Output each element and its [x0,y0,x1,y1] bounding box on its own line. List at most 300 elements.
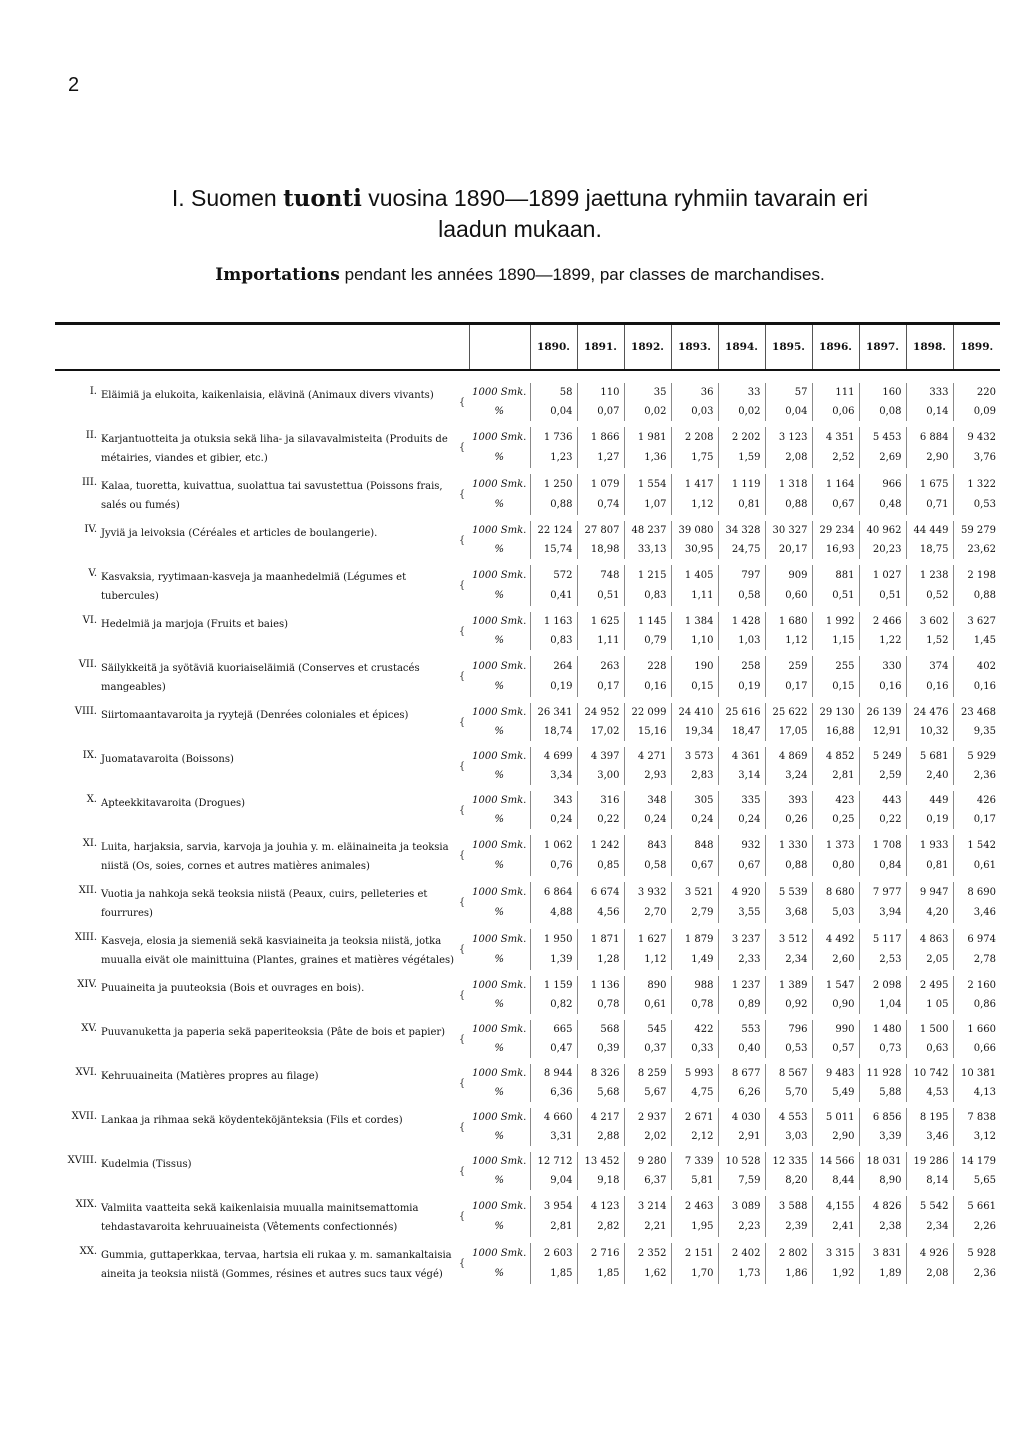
percent-cell: 3,46 [906,1127,953,1146]
unit-label: 1000 Smk. [472,478,527,490]
group-description: Valmiita vaatteita sekä kaikenlaisia muualla mainitsemattomia tehdastavaroita kehruuaineista (Vêtements confectionnés) [101,1203,419,1233]
value-cell: 3 932 [624,882,671,903]
value-cell: 35 [624,383,671,402]
value-cell: 27 807 [577,521,624,540]
percent-cell: 4,75 [671,1083,718,1102]
value-cell: 1 680 [765,612,812,631]
value-cell: 909 [765,565,812,586]
percent-cell: 1,75 [671,448,718,469]
percent-cell: 0,78 [671,995,718,1014]
group-number: XVIII. [67,1155,97,1166]
group-number: XX. [79,1246,97,1257]
value-cell: 58 [530,383,577,402]
percent-label: % [494,954,504,966]
unit-label: 1000 Smk. [472,707,527,718]
value-cell: 393 [765,791,812,810]
percent-cell: 2,60 [812,950,859,971]
value-cell: 9 483 [812,1064,859,1083]
value-cell: 110 [577,383,624,402]
value-cell: 9 280 [624,1152,671,1171]
percent-cell: 1,85 [530,1264,577,1285]
value-cell: 2 202 [718,427,765,448]
value-cell: 330 [859,656,906,677]
percent-cell: 0,60 [765,586,812,607]
value-cell: 29 234 [812,521,859,540]
percent-cell: 6,37 [624,1171,671,1190]
unit-label: 1000 Smk. [472,933,527,945]
value-cell: 8 944 [530,1064,577,1083]
value-cell: 59 279 [953,521,1000,540]
percent-cell: 0,51 [812,586,859,607]
percent-cell: 2,53 [859,950,906,971]
value-cell: 1 215 [624,565,671,586]
value-cell: 36 [671,383,718,402]
brace-mark: { [458,1258,466,1269]
value-cell: 9 432 [953,427,1000,448]
brace-mark: { [458,671,466,682]
value-cell: 3 237 [718,929,765,950]
group-description: Puuvanuketta ja paperia sekä paperiteoksia (Pâte de bois et papier) [101,1027,446,1038]
value-cell: 1 389 [765,976,812,995]
percent-cell: 5,68 [577,1083,624,1102]
percent-cell: 0,80 [812,856,859,877]
percent-cell: 3,55 [718,903,765,924]
percent-cell: 5,88 [859,1083,906,1102]
group-number: XVII. [71,1111,97,1122]
unit-label: 1000 Smk. [472,751,527,762]
value-cell: 7 838 [953,1108,1000,1127]
percent-cell: 2,90 [812,1127,859,1146]
percent-cell: 24,75 [718,540,765,559]
value-cell: 220 [953,383,1000,402]
percent-cell: 8,14 [906,1171,953,1190]
value-cell: 160 [859,383,906,402]
percent-cell: 0,90 [812,995,859,1014]
percent-cell: 0,88 [765,856,812,877]
percent-cell: 2,82 [577,1217,624,1238]
percent-cell: 1,62 [624,1264,671,1285]
percent-cell: 3,68 [765,903,812,924]
percent-cell: 0,73 [859,1039,906,1058]
percent-cell: 0,53 [765,1039,812,1058]
value-cell: 3 315 [812,1243,859,1264]
value-cell: 572 [530,565,577,586]
percent-label: % [494,544,504,555]
brace-mark: { [458,1211,466,1222]
unit-label: 1000 Smk. [472,569,527,581]
percent-cell: 0,92 [765,995,812,1014]
group-number: XIV. [77,979,97,990]
table-row [55,1196,1000,1217]
percent-label: % [494,681,504,693]
value-cell: 111 [812,383,859,402]
percent-cell: 2,70 [624,903,671,924]
value-cell: 1 417 [671,474,718,495]
value-cell: 1 554 [624,474,671,495]
year-header: 1897. [859,325,906,370]
percent-cell: 2,52 [812,448,859,469]
unit-label: 1000 Smk. [472,660,527,672]
percent-cell: 1,39 [530,950,577,971]
percent-label: % [494,1221,504,1233]
percent-cell: 0,09 [953,402,1000,421]
percent-cell: 0,58 [718,586,765,607]
percent-cell: 0,17 [765,677,812,698]
percent-cell: 3,46 [953,903,1000,924]
percent-label: % [494,999,504,1010]
table-row [55,1108,1000,1127]
percent-cell: 0,22 [859,810,906,829]
value-cell: 4 030 [718,1108,765,1127]
value-cell: 3 214 [624,1196,671,1217]
group-number: XI. [82,838,97,849]
percent-cell: 0,26 [765,810,812,829]
value-cell: 25 622 [765,703,812,722]
unit-label: 1000 Smk. [472,1024,527,1035]
percent-cell: 1 05 [906,995,953,1014]
title-post: vuosina 1890—1899 jaettuna ryhmiin tavarain eri [368,185,869,211]
table-row [55,474,1000,495]
percent-cell: 2,93 [624,766,671,785]
percent-cell: 1,12 [765,631,812,650]
percent-cell: 0,47 [530,1039,577,1058]
percent-cell: 0,02 [718,402,765,421]
percent-cell: 1,10 [671,631,718,650]
group-description: Juomatavaroita (Boissons) [101,754,234,765]
value-cell: 2 198 [953,565,1000,586]
value-cell: 228 [624,656,671,677]
value-cell: 1 992 [812,612,859,631]
value-cell: 797 [718,565,765,586]
percent-cell: 1,49 [671,950,718,971]
percent-cell: 20,17 [765,540,812,559]
value-cell: 5 453 [859,427,906,448]
value-cell: 423 [812,791,859,810]
value-cell: 5 249 [859,747,906,766]
value-cell: 3 512 [765,929,812,950]
table-row [55,1020,1000,1039]
value-cell: 1 079 [577,474,624,495]
percent-cell: 1,70 [671,1264,718,1285]
percent-cell: 0,88 [953,586,1000,607]
value-cell: 748 [577,565,624,586]
brace-mark: { [458,625,466,637]
value-cell: 1 933 [906,835,953,856]
title-pre: Suomen [191,185,277,211]
group-description: Kalaa, tuoretta, kuivattua, suolattua tai savustettua (Poissons frais, salés ou fumés) [101,481,443,511]
percent-cell: 2,81 [530,1217,577,1238]
value-cell: 13 452 [577,1152,624,1171]
percent-label: % [494,1268,504,1280]
value-cell: 6 856 [859,1108,906,1127]
value-cell: 843 [624,835,671,856]
percent-cell: 0,84 [859,856,906,877]
value-cell: 1 119 [718,474,765,495]
percent-cell: 0,67 [812,495,859,516]
year-header: 1895. [765,325,812,370]
percent-cell: 9,04 [530,1171,577,1190]
percent-cell: 15,16 [624,722,671,741]
percent-cell: 0,07 [577,402,624,421]
percent-label: % [494,452,504,464]
table-row [55,976,1000,995]
unit-label: 1000 Smk. [472,1247,527,1259]
group-number: I. [89,386,97,397]
group-description: Gummia, guttaperkkaa, tervaa, hartsia eli rukaa y. m. samankaltaisia aineita ja teoksia niistä (Gommes, résines et autres sucs taux végé) [101,1250,452,1280]
value-cell: 1 660 [953,1020,1000,1039]
percent-cell: 0,39 [577,1039,624,1058]
year-header: 1893. [671,325,718,370]
unit-label: 1000 Smk. [472,886,527,898]
brace-mark: { [458,580,466,591]
percent-cell: 3,24 [765,766,812,785]
value-cell: 343 [530,791,577,810]
percent-cell: 2,39 [765,1217,812,1238]
value-cell: 2 802 [765,1243,812,1264]
value-cell: 3 602 [906,612,953,631]
value-cell: 316 [577,791,624,810]
value-cell: 12 712 [530,1152,577,1171]
value-cell: 3 831 [859,1243,906,1264]
value-cell: 4 920 [718,882,765,903]
value-cell: 1 250 [530,474,577,495]
value-cell: 1 238 [906,565,953,586]
value-cell: 1 405 [671,565,718,586]
value-cell: 3 573 [671,747,718,766]
percent-cell: 1,28 [577,950,624,971]
value-cell: 8 680 [812,882,859,903]
value-cell: 1 736 [530,427,577,448]
group-description: Kasveja, elosia ja siemeniä sekä kasviaineita ja teoksia niistä, jotka muualla eivät ole mainittuina (Plantes, graines et matières végétales) [101,936,455,966]
value-cell: 333 [906,383,953,402]
value-cell: 5 542 [906,1196,953,1217]
table-row [55,1243,1000,1264]
percent-cell: 0,16 [953,677,1000,698]
brace-mark: { [458,850,466,861]
percent-label: % [494,635,504,646]
group-description: Kehruuaineita (Matières propres au filage) [101,1071,319,1082]
brace-mark: { [458,1033,466,1045]
group-description: Apteekkitavaroita (Drogues) [101,798,246,809]
value-cell: 5 539 [765,882,812,903]
percent-cell: 2,23 [718,1217,765,1238]
unit-label: 1000 Smk. [472,1200,527,1212]
percent-cell: 2,88 [577,1127,624,1146]
brace-mark: { [458,1165,466,1177]
value-cell: 40 962 [859,521,906,540]
value-cell: 8 259 [624,1064,671,1083]
percent-label: % [494,499,504,511]
percent-cell: 0,53 [953,495,1000,516]
percent-cell: 2,02 [624,1127,671,1146]
percent-cell: 0,19 [906,810,953,829]
percent-cell: 1,12 [671,495,718,516]
value-cell: 19 286 [906,1152,953,1171]
group-description: Puuaineita ja puuteoksia (Bois et ouvrages en bois). [101,983,365,994]
value-cell: 4 863 [906,929,953,950]
percent-cell: 1,04 [859,995,906,1014]
value-cell: 264 [530,656,577,677]
value-cell: 422 [671,1020,718,1039]
value-cell: 890 [624,976,671,995]
value-cell: 4 492 [812,929,859,950]
value-cell: 2 463 [671,1196,718,1217]
value-cell: 24 952 [577,703,624,722]
value-cell: 5 681 [906,747,953,766]
value-cell: 6 864 [530,882,577,903]
percent-label: % [494,770,504,781]
percent-cell: 0,33 [671,1039,718,1058]
percent-label: % [494,1131,504,1142]
value-cell: 33 [718,383,765,402]
table-row [55,791,1000,810]
percent-label: % [494,814,504,825]
value-cell: 348 [624,791,671,810]
percent-cell: 0,02 [624,402,671,421]
value-cell: 1 542 [953,835,1000,856]
year-header: 1891. [577,325,624,370]
percent-cell: 0,88 [765,495,812,516]
percent-cell: 0,67 [671,856,718,877]
value-cell: 190 [671,656,718,677]
brace-mark: { [458,534,466,546]
percent-cell: 3,00 [577,766,624,785]
percent-cell: 0,85 [577,856,624,877]
percent-cell: 0,24 [624,810,671,829]
percent-cell: 1,95 [671,1217,718,1238]
value-cell: 12 335 [765,1152,812,1171]
table-row [55,565,1000,586]
year-header: 1892. [624,325,671,370]
group-number: V. [88,568,97,579]
table-row [55,383,1000,402]
value-cell: 6 974 [953,929,1000,950]
value-cell: 2 402 [718,1243,765,1264]
unit-label: 1000 Smk. [472,795,527,806]
value-cell: 1 950 [530,929,577,950]
percent-cell: 0,37 [624,1039,671,1058]
percent-label: % [494,1087,504,1098]
percent-cell: 2,79 [671,903,718,924]
percent-cell: 2,21 [624,1217,671,1238]
group-description: Lankaa ja rihmaa sekä köydenteköjänteksia (Fils et cordes) [101,1115,403,1126]
brace-mark: { [458,716,466,728]
year-header: 1894. [718,325,765,370]
value-cell: 5 011 [812,1108,859,1127]
brace-mark: { [458,396,466,408]
group-description: Kudelmia (Tissus) [101,1159,192,1170]
value-cell: 3 588 [765,1196,812,1217]
percent-cell: 0,57 [812,1039,859,1058]
table-row [55,612,1000,631]
table-body [55,370,1000,1290]
percent-cell: 1,73 [718,1264,765,1285]
title-line-2: laadun mukaan. [438,216,602,242]
percent-cell: 0,16 [906,677,953,698]
group-number: II. [85,430,97,441]
value-cell: 8 567 [765,1064,812,1083]
value-cell: 3 627 [953,612,1000,631]
value-cell: 426 [953,791,1000,810]
percent-cell: 0,71 [906,495,953,516]
unit-label: 1000 Smk. [472,387,527,398]
percent-cell: 0,06 [812,402,859,421]
title-french [120,264,920,286]
percent-cell: 0,24 [718,810,765,829]
year-header: 1898. [906,325,953,370]
value-cell: 10 381 [953,1064,1000,1083]
percent-cell: 4,53 [906,1083,953,1102]
percent-cell: 3,34 [530,766,577,785]
value-cell: 18 031 [859,1152,906,1171]
group-number: XIX. [75,1199,97,1210]
percent-cell: 2,83 [671,766,718,785]
brace-mark: { [458,897,466,908]
value-cell: 7 977 [859,882,906,903]
percent-cell: 1,85 [577,1264,624,1285]
group-description: Hedelmiä ja marjoja (Fruits et baies) [101,619,289,630]
value-cell: 966 [859,474,906,495]
percent-cell: 2,26 [953,1217,1000,1238]
unit-label: 1000 Smk. [472,616,527,627]
percent-cell: 1,89 [859,1264,906,1285]
percent-cell: 3,14 [718,766,765,785]
unit-label: 1000 Smk. [472,431,527,443]
value-cell: 5 928 [953,1243,1000,1264]
brace-mark: { [458,760,466,772]
value-cell: 2 495 [906,976,953,995]
value-cell: 22 099 [624,703,671,722]
value-cell: 1 163 [530,612,577,631]
page-number: 2 [68,74,80,96]
percent-cell: 20,23 [859,540,906,559]
percent-cell: 1,03 [718,631,765,650]
percent-label: % [494,726,504,737]
table-row [55,929,1000,950]
value-cell: 4 699 [530,747,577,766]
percent-label: % [494,590,504,602]
year-header-row [55,325,1000,370]
value-cell: 4,155 [812,1196,859,1217]
percent-cell: 9,18 [577,1171,624,1190]
value-cell: 259 [765,656,812,677]
value-cell: 9 947 [906,882,953,903]
group-number: XIII. [74,932,97,943]
value-cell: 25 616 [718,703,765,722]
percent-cell: 0,22 [577,810,624,829]
percent-cell: 2,69 [859,448,906,469]
percent-label: % [494,860,504,872]
group-description: Eläimiä ja elukoita, kaikenlaisia, elävinä (Animaux divers vivants) [101,390,434,401]
percent-cell: 18,98 [577,540,624,559]
percent-cell: 8,90 [859,1171,906,1190]
value-cell: 22 124 [530,521,577,540]
percent-cell: 0,81 [718,495,765,516]
percent-cell: 2,90 [906,448,953,469]
value-cell: 1 373 [812,835,859,856]
percent-cell: 2,78 [953,950,1000,971]
value-cell: 1 627 [624,929,671,950]
value-cell: 1 159 [530,976,577,995]
percent-cell: 0,48 [859,495,906,516]
value-cell: 1 428 [718,612,765,631]
value-cell: 5 661 [953,1196,1000,1217]
value-cell: 7 339 [671,1152,718,1171]
percent-cell: 2,08 [906,1264,953,1285]
percent-cell: 1,07 [624,495,671,516]
value-cell: 34 328 [718,521,765,540]
imports-table [55,322,1000,1290]
